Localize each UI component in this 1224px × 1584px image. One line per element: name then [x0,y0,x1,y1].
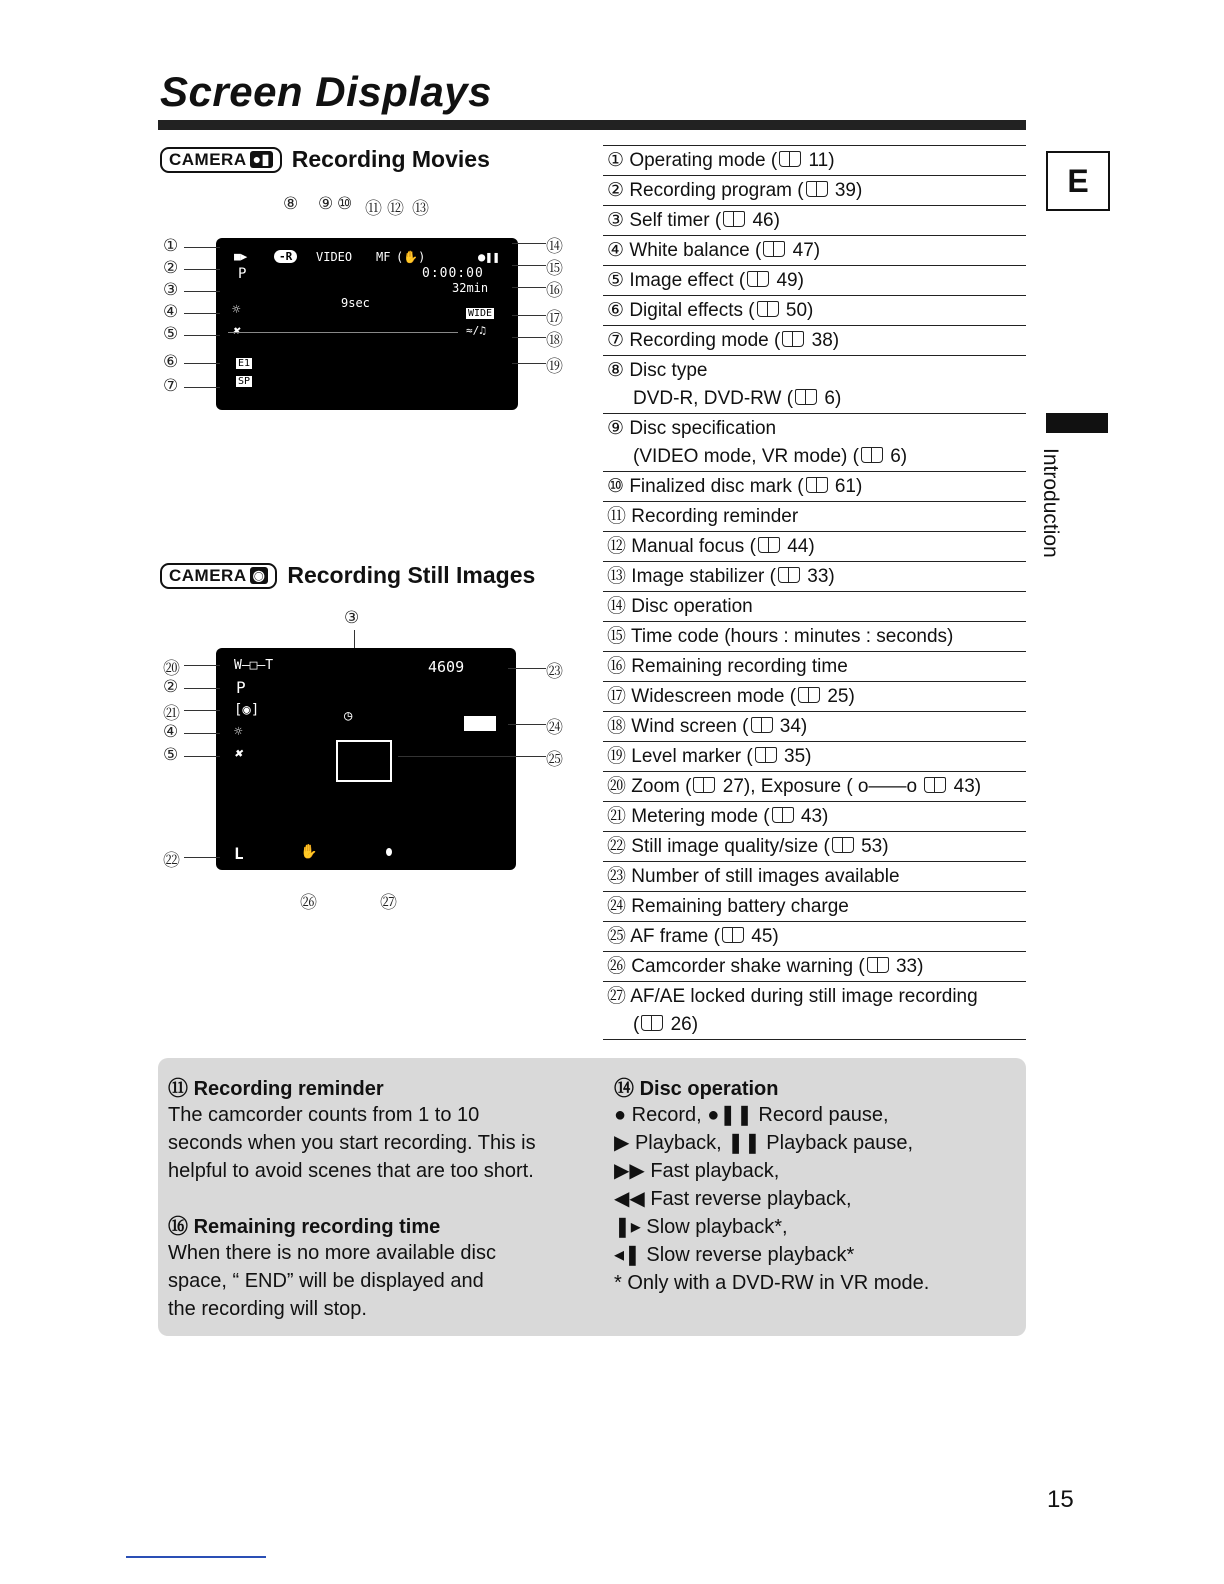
callout-1: ① [163,236,179,255]
legend-item: ② Recording program ( 39) [603,176,1026,206]
title-rule [158,120,1026,130]
chapter-label: Introduction [1039,448,1062,558]
leader-line [398,756,546,757]
book-icon [641,1015,663,1031]
side-label-wrap [1040,448,1062,618]
callout-2: ② [163,258,179,277]
digital-effect-icon: E1 [238,358,251,369]
wind-screen-icon: ≈/♫ [466,324,486,337]
callout-23: ㉓ [546,662,563,681]
shake-warning-icon: ✋ [300,844,318,860]
leader-line [184,387,220,388]
callout-5: ⑤ [163,324,179,343]
legend-item: ㉗ AF/AE locked during still image recording ( 26) [603,982,1026,1040]
leader-line [512,363,546,364]
af-ae-lock-icon [386,848,392,856]
legend-item: ㉖ Camcorder shake warning ( 33) [603,952,1026,982]
callout-10: ⑩ [337,194,353,213]
callout-4: ④ [163,722,179,741]
leader-line [184,688,220,689]
record-pause-icon: ●❚❚ [707,1104,753,1126]
legend-item: ⑯ Remaining recording time [603,652,1026,682]
image-stabilizer-icon: (✋) [396,250,426,264]
book-icon [723,211,745,227]
callout-6: ⑥ [163,352,179,371]
fast-forward-icon: ▶▶ [614,1160,645,1182]
book-icon [778,567,800,583]
note-line: seconds when you start recording. This is [168,1132,536,1154]
time-code: 0:00:00 [422,266,484,281]
legend-item: ⑱ Wind screen ( 34) [603,712,1026,742]
camera-badge-label: CAMERA [169,565,247,585]
leader-line [184,247,220,248]
legend-item: ③ Self timer ( 46) [603,206,1026,236]
disc-operation-icon: ●❚❚ [478,250,500,264]
disc-spec-label: VIDEO [316,250,353,264]
operating-mode-icon: ■▶ [234,250,248,263]
disc-footnote: * Only with a DVD-RW in VR mode. [614,1272,930,1294]
leader-line [184,335,220,336]
legend-item: ㉓ Number of still images available [603,862,1026,892]
disc-line: ◂❚ Slow reverse playback* [614,1244,855,1266]
leader-line [512,243,546,244]
book-icon [772,807,794,823]
section-tab: E [1046,151,1110,211]
still-screen [216,648,516,870]
leader-line [184,710,220,711]
callout-5: ⑤ [163,745,179,764]
callout-3: ③ [344,608,360,627]
callout-27: ㉗ [380,893,397,912]
book-icon [867,957,889,973]
legend-item: ㉒ Still image quality/size ( 53) [603,832,1026,862]
callout-13: ⑬ [412,199,429,218]
zoom-bar: W—□—T [234,658,274,673]
leader-line [184,756,220,757]
movies-heading-text: Recording Movies [291,146,490,172]
disc-line: ❚▸ Slow playback*, [614,1216,788,1238]
stills-heading-text: Recording Still Images [287,562,536,588]
callout-11: ⑪ [365,199,382,218]
note-line: The camcorder counts from 1 to 10 [168,1104,480,1126]
callout-15: ⑮ [546,259,563,278]
callout-18: ⑱ [546,331,563,350]
reminder-title: Recording reminder [193,1078,384,1100]
book-icon [782,331,804,347]
callout-24: ㉔ [546,718,563,737]
white-balance-icon: ☼ [234,724,243,740]
page-number: 15 [1047,1486,1074,1513]
note-line: When there is no more available disc [168,1242,496,1264]
leader-line [184,857,220,858]
camera-badge-label: CAMERA [169,149,247,169]
book-icon [798,687,820,703]
disc-line: ▶ Playback, ❚❚ Playback pause, [614,1132,914,1154]
legend-item: ⑳ Zoom ( 27), Exposure ( o——o 43) [603,772,1026,802]
callout-20: ⑳ [163,659,180,678]
book-icon [758,537,780,553]
callout-21: ㉑ [163,704,180,723]
legend-item: ㉔ Remaining battery charge [603,892,1026,922]
legend-item: ⑮ Time code (hours : minutes : seconds) [603,622,1026,652]
image-effect-icon: ✖ [234,746,243,762]
recording-mode-icon: SP [238,376,251,387]
white-balance-icon: ☼ [232,302,241,318]
stills-heading [160,562,535,589]
disc-line: ◀◀ Fast reverse playback, [614,1188,852,1210]
legend-item: ㉑ Metering mode ( 43) [603,802,1026,832]
remaining-note: ⑯ Remaining recording time When there is no more available disc space, “ END” will be displayed and the recording will stop. [168,1210,578,1323]
legend-item: ⑫ Manual focus ( 44) [603,532,1026,562]
legend-item: ⑨ Disc specification (VIDEO mode, VR mode) ( 6) [603,414,1026,472]
leader-line [512,287,546,288]
disc-line: ● Record, ●❚❚ Record pause, [614,1104,889,1126]
callout-3: ③ [163,280,179,299]
notes-box [158,1058,1026,1336]
book-icon [755,747,777,763]
remaining-title: Remaining recording time [193,1216,441,1238]
disc-line: ▶▶ Fast playback, [614,1160,780,1182]
self-timer-icon: ◷ [344,708,353,724]
movie-camera-icon: ●▮ [250,151,273,168]
leader-line [184,313,220,314]
callout-26: ㉖ [300,893,317,912]
af-frame [336,740,392,782]
still-quality: L [234,844,244,863]
note-line: the recording will stop. [168,1298,367,1320]
footer-line [126,1556,266,1558]
legend-list [603,145,1026,1040]
legend-item: ⑬ Image stabilizer ( 33) [603,562,1026,592]
legend-item: ⑰ Widescreen mode ( 25) [603,682,1026,712]
legend-item: ⑪ Recording reminder [603,502,1026,532]
still-count: 4609 [428,658,465,676]
leader-line [184,665,220,666]
legend-item: ⑤ Image effect ( 49) [603,266,1026,296]
callout-17: ⑰ [546,309,563,328]
battery-icon [464,716,496,731]
legend-item: ⑲ Level marker ( 35) [603,742,1026,772]
self-timer-label: 9sec [341,296,370,310]
legend-item: ① Operating mode ( 11) [603,145,1026,176]
camera-mode-badge [160,563,277,589]
rewind-icon: ◀◀ [614,1188,645,1210]
book-icon [747,271,769,287]
remaining-time: 32min [452,281,489,295]
reminder-note: ⑪ Recording reminder The camcorder counts from 1 to 10 seconds when you start recording. This is helpful to avoid scenes that are too short. [168,1072,578,1185]
widescreen-icon: WIDE [468,308,493,319]
legend-item: ⑩ Finalized disc mark ( 61) [603,472,1026,502]
recording-program-label: P [236,678,246,697]
callout-12: ⑫ [387,199,404,218]
leader-line [184,363,220,364]
disc-operation-note: ⑭ Disc operation ● Record, ●❚❚ Record pause, ▶ Playback, ❚❚ Playback pause, ▶▶ Fast playback, ◀◀ Fast reverse playback, ❚▸ Slow playback*, ◂❚ Slow reverse playback* * Only with a DVD-RW in VR mode. [614,1072,1014,1297]
leader-line [184,733,220,734]
book-icon [757,301,779,317]
callout-16: ⑯ [546,281,563,300]
legend-item: ⑭ Disc operation [603,592,1026,622]
book-icon [924,777,946,793]
record-icon: ● [614,1104,627,1126]
chapter-marker [1046,413,1108,433]
legend-item: ⑧ Disc type DVD-R, DVD-RW ( 6) [603,356,1026,414]
callout-7: ⑦ [163,376,179,395]
leader-line [508,668,546,669]
callout-25: ㉕ [546,750,563,769]
slow-reverse-icon: ◂❚ [614,1244,641,1266]
still-camera-icon: ◉ [250,567,269,584]
leader-line [512,315,546,316]
legend-item: ⑦ Recording mode ( 38) [603,326,1026,356]
book-icon [779,151,801,167]
callout-14: ⑭ [546,237,563,256]
camera-mode-badge [160,147,282,173]
callout-4: ④ [163,302,179,321]
book-icon [832,837,854,853]
book-icon [693,777,715,793]
callout-2: ② [163,677,179,696]
note-line: helpful to avoid scenes that are too short. [168,1160,534,1182]
movies-heading [160,146,490,173]
disc-operation-title: Disc operation [639,1078,779,1100]
book-icon [806,181,828,197]
note-line: space, “ END” will be displayed and [168,1270,484,1292]
disc-type-icon: -R [274,250,297,263]
movie-screen [216,238,518,410]
book-icon [806,477,828,493]
leader-line [184,269,220,270]
book-icon [751,717,773,733]
play-icon: ▶ [614,1132,630,1154]
leader-line [512,337,546,338]
legend-item: ⑥ Digital effects ( 50) [603,296,1026,326]
callout-9: ⑨ [318,194,334,213]
legend-item: ㉕ AF frame ( 45) [603,922,1026,952]
book-icon [763,241,785,257]
leader-line [508,724,546,725]
pause-icon: ❚❚ [727,1132,761,1154]
leader-line [512,265,546,266]
metering-mode-icon: [◉] [234,702,260,718]
book-icon [795,389,817,405]
book-icon [861,447,883,463]
slow-play-icon: ❚▸ [614,1216,641,1238]
manual-focus-label: MF [376,250,391,264]
callout-8: ⑧ [283,194,299,213]
book-icon [722,927,744,943]
level-marker [228,332,458,333]
legend-item: ④ White balance ( 47) [603,236,1026,266]
leader-line [184,291,220,292]
callout-22: ㉒ [163,851,180,870]
page-title: Screen Displays [160,68,493,115]
recording-program-label: P [238,266,247,282]
callout-19: ⑲ [546,357,563,376]
